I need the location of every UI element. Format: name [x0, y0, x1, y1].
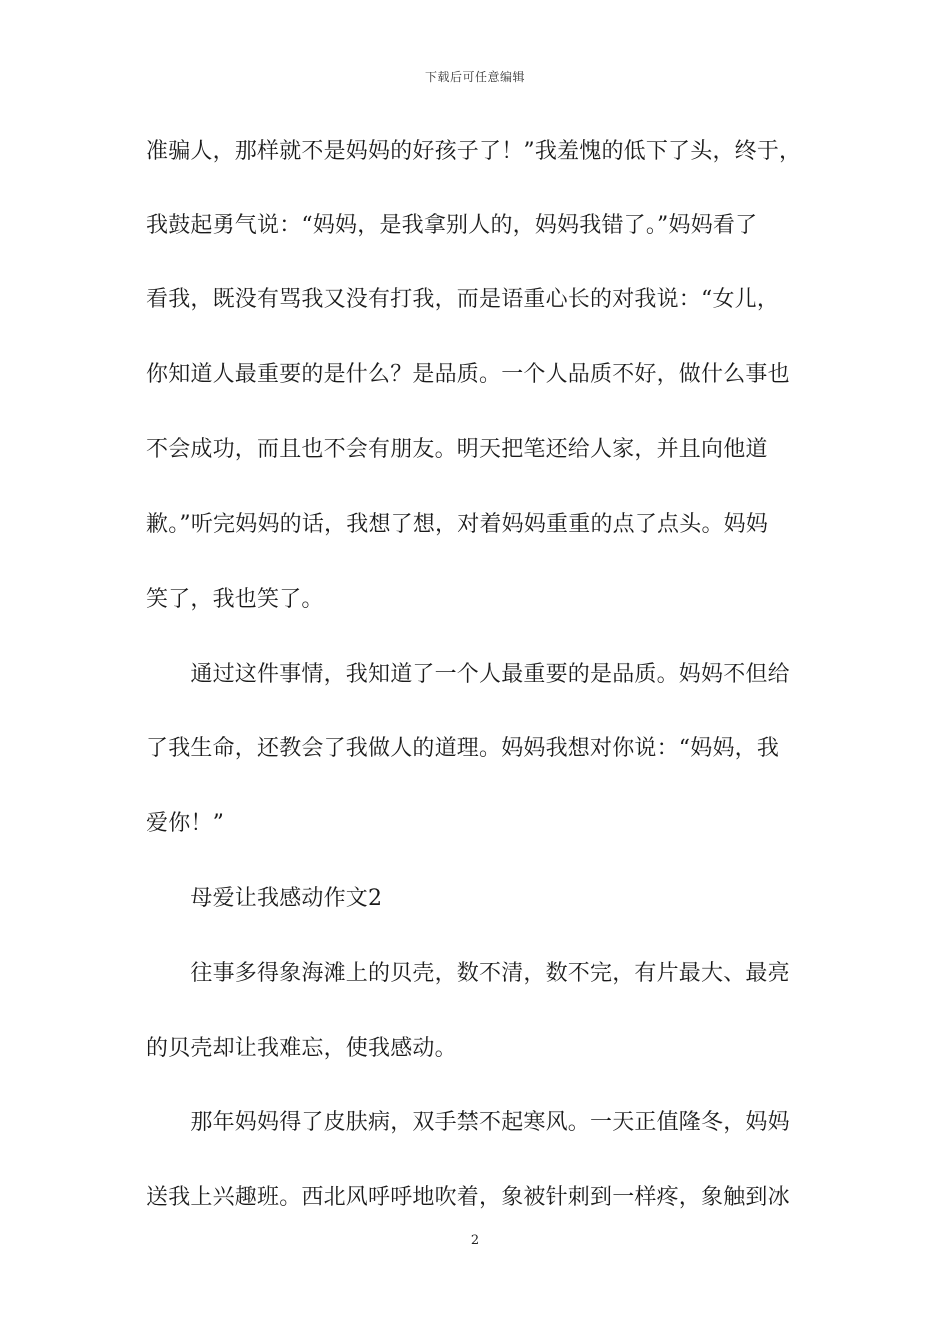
text-line: 通过这件事情，我知道了一个人最重要的是品质。妈妈不但给	[146, 662, 790, 687]
text-line: 送我上兴趣班。西北风呼呼地吹着，象被针刺到一样疼，象触到冰	[146, 1185, 790, 1210]
text-line: 歉。”听完妈妈的话，我想了想，对着妈妈重重的点了点头。妈妈	[146, 512, 769, 537]
text-line: 的贝壳却让我难忘，使我感动。	[146, 1036, 457, 1061]
text-line: 准骗人，那样就不是妈妈的好孩子了！”我羞愧的低下了头，终于，	[146, 139, 802, 164]
text-line: 爱你！”	[146, 811, 225, 836]
section-title: 母爱让我感动作文2	[146, 886, 383, 911]
text-line: 不会成功，而且也不会有朋友。明天把笔还给人家，并且向他道	[146, 437, 768, 462]
text-line: 你知道人最重要的是什么？是品质。一个人品质不好，做什么事也	[146, 362, 790, 387]
text-line: 那年妈妈得了皮肤病，双手禁不起寒风。一天正值隆冬，妈妈	[146, 1110, 790, 1135]
text-line: 笑了，我也笑了。	[146, 587, 324, 612]
text-line: 看我，既没有骂我又没有打我，而是语重心长的对我说：“女儿，	[146, 287, 780, 312]
page-header-note: 下载后可任意编辑	[424, 70, 525, 84]
text-line: 往事多得象海滩上的贝壳，数不清，数不完，有片最大、最亮	[146, 961, 790, 986]
page-number: 2	[470, 1233, 480, 1248]
text-line: 了我生命，还教会了我做人的道理。妈妈我想对你说：“妈妈，我	[146, 736, 780, 761]
text-line: 我鼓起勇气说：“妈妈，是我拿别人的，妈妈我错了。”妈妈看了	[146, 213, 758, 238]
